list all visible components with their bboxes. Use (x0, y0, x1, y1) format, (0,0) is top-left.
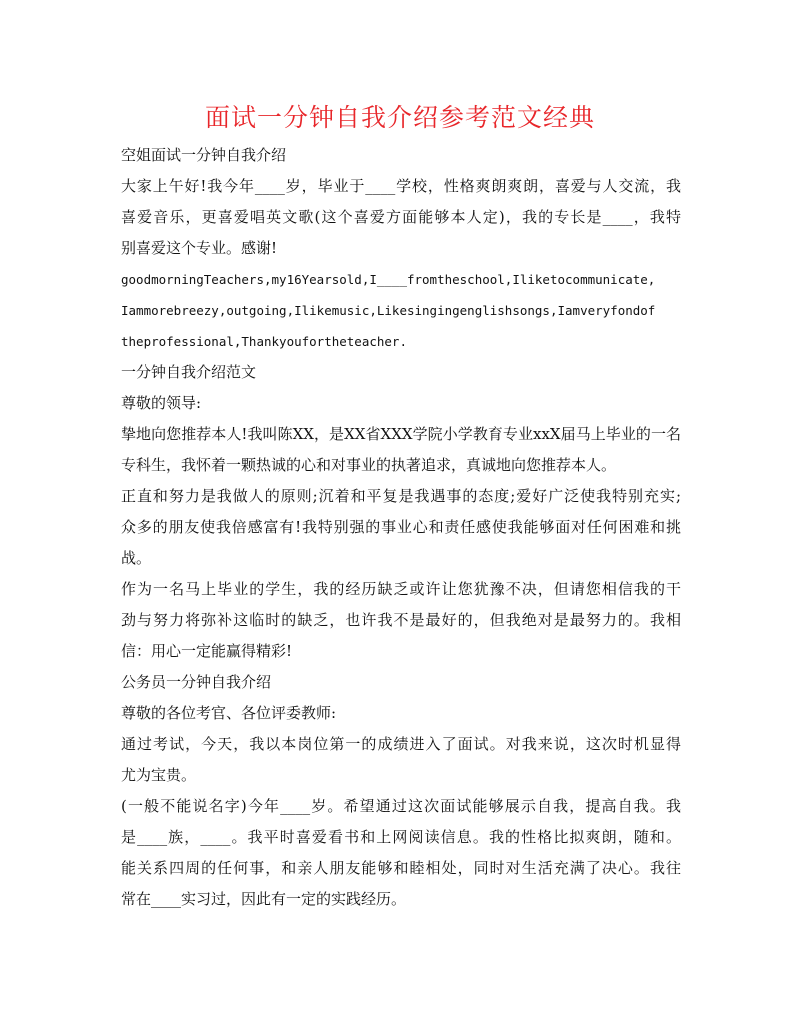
document-title: 面试一分钟自我介绍参考范文经典 (204, 103, 595, 132)
paragraph-line: 尊敬的领导: (121, 394, 202, 412)
english-line: goodmorningTeachers,my16Yearsold,I____fromtheschool,Iliketocommunicate, (121, 272, 656, 287)
section-heading: 公务员一分钟自我介绍 (121, 673, 272, 691)
section-heading: 空姐面试一分钟自我介绍 (121, 146, 287, 164)
paragraph-line: 尤为宝贵。 (121, 766, 197, 784)
paragraph-line: 别喜爱这个专业。感谢! (121, 239, 278, 257)
paragraph-line: 信：用心一定能赢得精彩! (121, 642, 293, 660)
paragraph-line: 尊敬的各位考官、各位评委教师: (121, 704, 337, 722)
english-line: theprofessional,Thankyoufortheteacher. (121, 334, 407, 349)
section-heading: 一分钟自我介绍范文 (121, 363, 257, 381)
paragraph-line: 专科生，我怀着一颗热诚的心和对事业的执著追求，真诚地向您推荐本人。 (121, 456, 617, 474)
paragraph-line: 是____族，____。我平时喜爱看书和上网阅读信息。我的性格比拟爽朗，随和。 (121, 828, 681, 846)
paragraph-line: 战。 (121, 549, 152, 567)
paragraph-line: 能关系四周的任何事，和亲人朋友能够和睦相处，同时对生活充满了决心。我往 (121, 859, 681, 877)
paragraph-line: 正直和努力是我做人的原则;沉着和平复是我遇事的态度;爱好广泛使我特别充实; (121, 487, 681, 505)
paragraph-line: 作为一名马上毕业的学生，我的经历缺乏或许让您犹豫不决，但请您相信我的干 (121, 580, 681, 598)
english-line: Iammorebreezy,outgoing,Ilikemusic,Likesingingenglishsongs,Iamveryfondof (121, 303, 656, 318)
paragraph-line: 喜爱音乐，更喜爱唱英文歌(这个喜爱方面能够本人定)，我的专长是____，我特 (121, 208, 681, 226)
paragraph-line: 大家上午好!我今年____岁，毕业于____学校，性格爽朗爽朗，喜爱与人交流，我 (121, 177, 681, 195)
document-body (121, 140, 681, 915)
paragraph-line: 众多的朋友使我倍感富有!我特别强的事业心和责任感使我能够面对任何困难和挑 (121, 518, 681, 536)
paragraph-line: 常在____实习过，因此有一定的实践经历。 (121, 890, 407, 908)
paragraph-line: 劲与努力将弥补这临时的缺乏，也许我不是最好的，但我绝对是最努力的。我相 (121, 611, 681, 629)
paragraph-line: (一般不能说名字)今年____岁。希望通过这次面试能够展示自我，提高自我。我 (121, 797, 681, 815)
paragraph-line: 通过考试，今天，我以本岗位第一的成绩进入了面试。对我来说，这次时机显得 (121, 735, 681, 753)
paragraph-line: 挚地向您推荐本人!我叫陈XX，是XX省XXX学院小学教育专业xxX届马上毕业的一名 (121, 425, 681, 443)
